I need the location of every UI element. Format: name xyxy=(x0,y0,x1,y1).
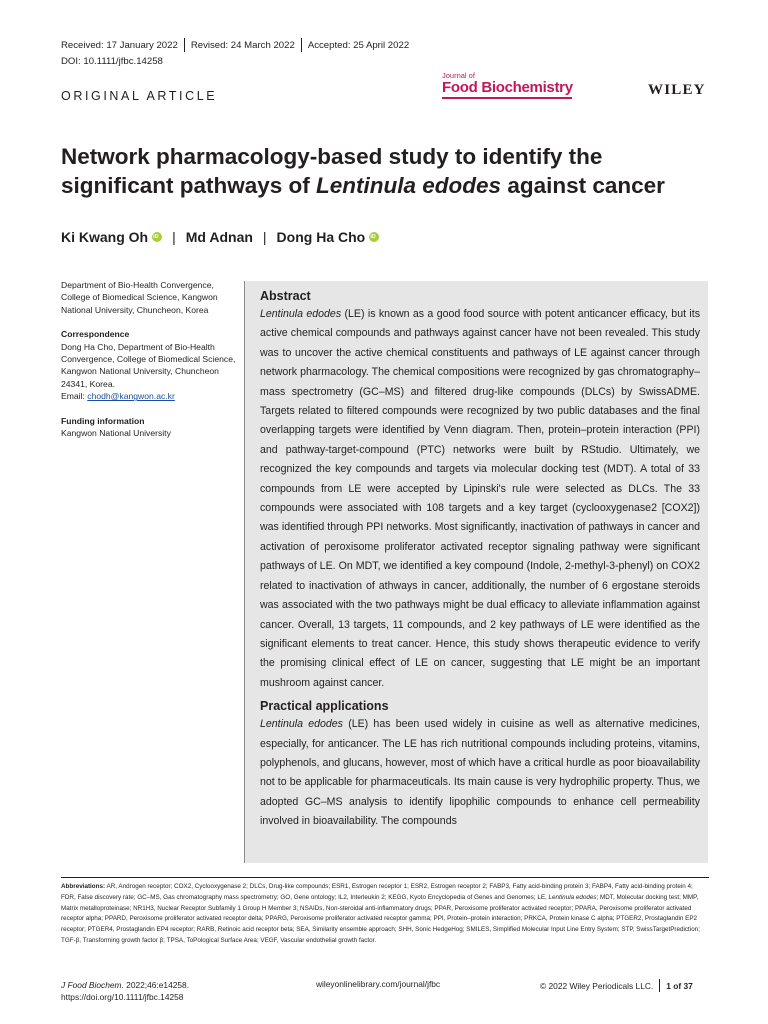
title-part-2: against cancer xyxy=(501,173,665,198)
article-dates xyxy=(61,38,409,52)
abbreviations-label: Abbreviations: xyxy=(61,883,106,890)
funding-heading: Funding information xyxy=(61,415,145,426)
copyright: © 2022 Wiley Periodicals LLC. xyxy=(540,980,654,991)
journal-logo-underline xyxy=(442,97,572,99)
revised-date: Revised: 24 March 2022 xyxy=(190,39,295,51)
practical-species: Lentinula edodes xyxy=(260,718,343,731)
journal-logo xyxy=(442,72,573,99)
abstract-left-rule xyxy=(244,281,245,863)
author-name[interactable]: Ki Kwang Oh xyxy=(61,229,149,245)
correspondence-heading: Correspondence xyxy=(61,329,130,340)
title-species: Lentinula edodes xyxy=(316,173,502,198)
abbreviations-text-b: ; MDT, Molecular docking test; MMP, Matrix metalloproteinase; NR1H3, Nuclear Receptor Subfamily 1 Group H Member 3; NSAIDs, Non-steroidal anti-inflammatory drugs; PPAR, Peroxisome proliferator activated receptor; PPARA, Peroxisome proliferator activated receptor alpha; PPARD, Peroxisome proliferator activated receptor delta; PPARG, Peroxisome proliferator activated receptor gamma; PPI, Protein–protein interaction; PRKCA, Protein kinase C alpha; PTGER2, Prostaglandin EP2 receptor; PTGER4, Prostaglandin EP4 receptor; RARB, Retinoic acid receptor beta; SEA, Similarity ensemble approach; SHH, Sonic HedgeHog; SMILES, Simplified Molecular Input Line Entry System; STP, SwissTargetPrediction; TGF-β, Transforming growth factor β; TPSA, ToPological Surface Area; VEGF, Vascular endothelial growth factor. xyxy=(61,893,700,944)
journal-name: Food Biochemistry xyxy=(442,79,573,96)
orcid-icon[interactable] xyxy=(152,232,162,242)
journal-website[interactable]: wileyonlinelibrary.com/journal/jfbc xyxy=(316,979,441,989)
footer-separator xyxy=(659,979,660,992)
email-label: Email: xyxy=(61,391,88,402)
correspondence-text: Dong Ha Cho, Department of Bio-Health Convergence, College of Biomedical Science, Kangwon National University, Chuncheon 24341, Korea. xyxy=(61,341,236,389)
affiliation: Department of Bio-Health Convergence, College of Biomedical Science, Kangwon National University, Chuncheon, Korea xyxy=(61,280,218,315)
page-number: 1 of 37 xyxy=(666,980,693,991)
abbreviations xyxy=(61,882,709,947)
abstract-heading: Abstract xyxy=(260,289,311,303)
article-type: ORIGINAL ARTICLE xyxy=(61,89,218,103)
abstract-box xyxy=(244,281,708,863)
received-date: Received: 17 January 2022 xyxy=(61,39,178,51)
email-line xyxy=(61,390,236,402)
abbreviations-species: Lentinula edodes xyxy=(548,893,597,901)
date-separator xyxy=(184,38,185,52)
author-name[interactable]: Md Adnan xyxy=(185,229,253,245)
journal-abbrev: J Food Biochem xyxy=(61,980,122,990)
date-separator xyxy=(301,38,302,52)
footer-right xyxy=(540,979,693,992)
author-name[interactable]: Dong Ha Cho xyxy=(276,229,366,245)
practical-body: (LE) has been used widely in cuisine as well as alternative medicines, especially, for anticancer. The LE has rich nutritional compounds including proteins, vitamins, polyphenols, and glucans, however, most of which have a critical hurdle as poor bioavailability not to be applicable for pharmaceuticals. Its main cause is very hydrophilic property. Thus, we adopted GC–MS analysis to identify lipophilic compounds to enhance cell permeability involved in bioavailability. The compounds xyxy=(260,718,700,828)
orcid-icon[interactable] xyxy=(369,232,379,242)
author-list xyxy=(61,229,379,245)
title-part-1: Network pharmacology-based study to identify the significant pathways of xyxy=(61,144,603,198)
abstract-species: Lentinula edodes xyxy=(260,308,342,320)
article-title xyxy=(61,142,721,200)
accepted-date: Accepted: 25 April 2022 xyxy=(307,39,410,51)
doi: DOI: 10.1111/jfbc.14258 xyxy=(61,56,163,67)
email-link[interactable]: chodh@kangwon.ac.kr xyxy=(87,391,175,402)
journal-of-text: Journal of xyxy=(442,71,475,80)
abstract-body: (LE) is known as a good food source with potent anticancer efficacy, but its active chemical compounds and pathways against cancer have not been revealed. This study was to uncover the active chemical constituents and pathways of LE against cancer through network pharmacology. The chemical compositions were recognized by gas chromatography–mass spectrometry (GC–MS) and filtered drug-like compounds (DLCs) by SwissADME. Targets related to filtered compounds were recognized by two public databases and the final overlapping targets were identified by Venn diagram. Then, protein–protein interaction (PPI) and pathway-target-compound (PTC) networks were built by RStudio. Ultimately, we recognized the key compounds and targets via molecular docking test (MDT). A total of 33 compounds from LE were accepted by Lipinski's rule were selected as DLCs. The 33 compounds were associated with 108 targets and a key target (cyclooxygenase2 [COX2]) was identified through PPI networks. Most significantly, inactivation of pathways in cancer and activation of peroxisome proliferator activated receptor signaling pathway were significant pathways of LE. On MDT, we identified a key compound (Indole, 2-methyl-3-phenyl) on COX2 related to inactivation of athways in cancer, additionally, the number of 6 ergostane steroids was associated with the two pathways might be dual efficacy to alleviate inflammation against cancer. Overall, 13 targets, 11 compounds, and 2 key pathways of LE were identified as the significant elements to treat cancer. Hence, this study shows therapeutic evidence to verify the promising clinical effect of LE on cancer, suggesting that LE might be an important mushroom against cancer. xyxy=(260,308,700,689)
practical-applications-heading: Practical applications xyxy=(260,699,389,714)
citation-details: . 2022;46:e14258. xyxy=(121,980,190,990)
citation-line xyxy=(61,979,189,991)
author-separator: | xyxy=(262,229,267,245)
doi-link[interactable]: https://doi.org/10.1111/jfbc.14258 xyxy=(61,992,184,1002)
abstract-text xyxy=(260,305,700,693)
abbreviations-text-a: AR, Androgen receptor; COX2, Cyclooxygenase 2; DLCs, Drug-like compounds; ESR1, Estrogen receptor 1; ESR2, Estrogen receptor 2; FABP3, Fatty acid-binding protein 3; FABP4, Fatty acid-binding protein 4; FDR, False discovery rate; GC–MS, Gas chromatography mass spectrometry; GO, Gene ontology; IL2, Interleukin 2; KEGG, Kyoto Encyclopedia of Genes and Genomes; LE, xyxy=(61,883,693,901)
abbreviations-rule xyxy=(61,877,709,878)
article-info-column xyxy=(61,279,236,439)
publisher-logo: WILEY xyxy=(648,82,706,98)
author-separator: | xyxy=(172,229,176,245)
funding-text: Kangwon National University xyxy=(61,428,171,439)
practical-applications-text xyxy=(260,715,700,831)
footer-citation xyxy=(61,979,189,1003)
